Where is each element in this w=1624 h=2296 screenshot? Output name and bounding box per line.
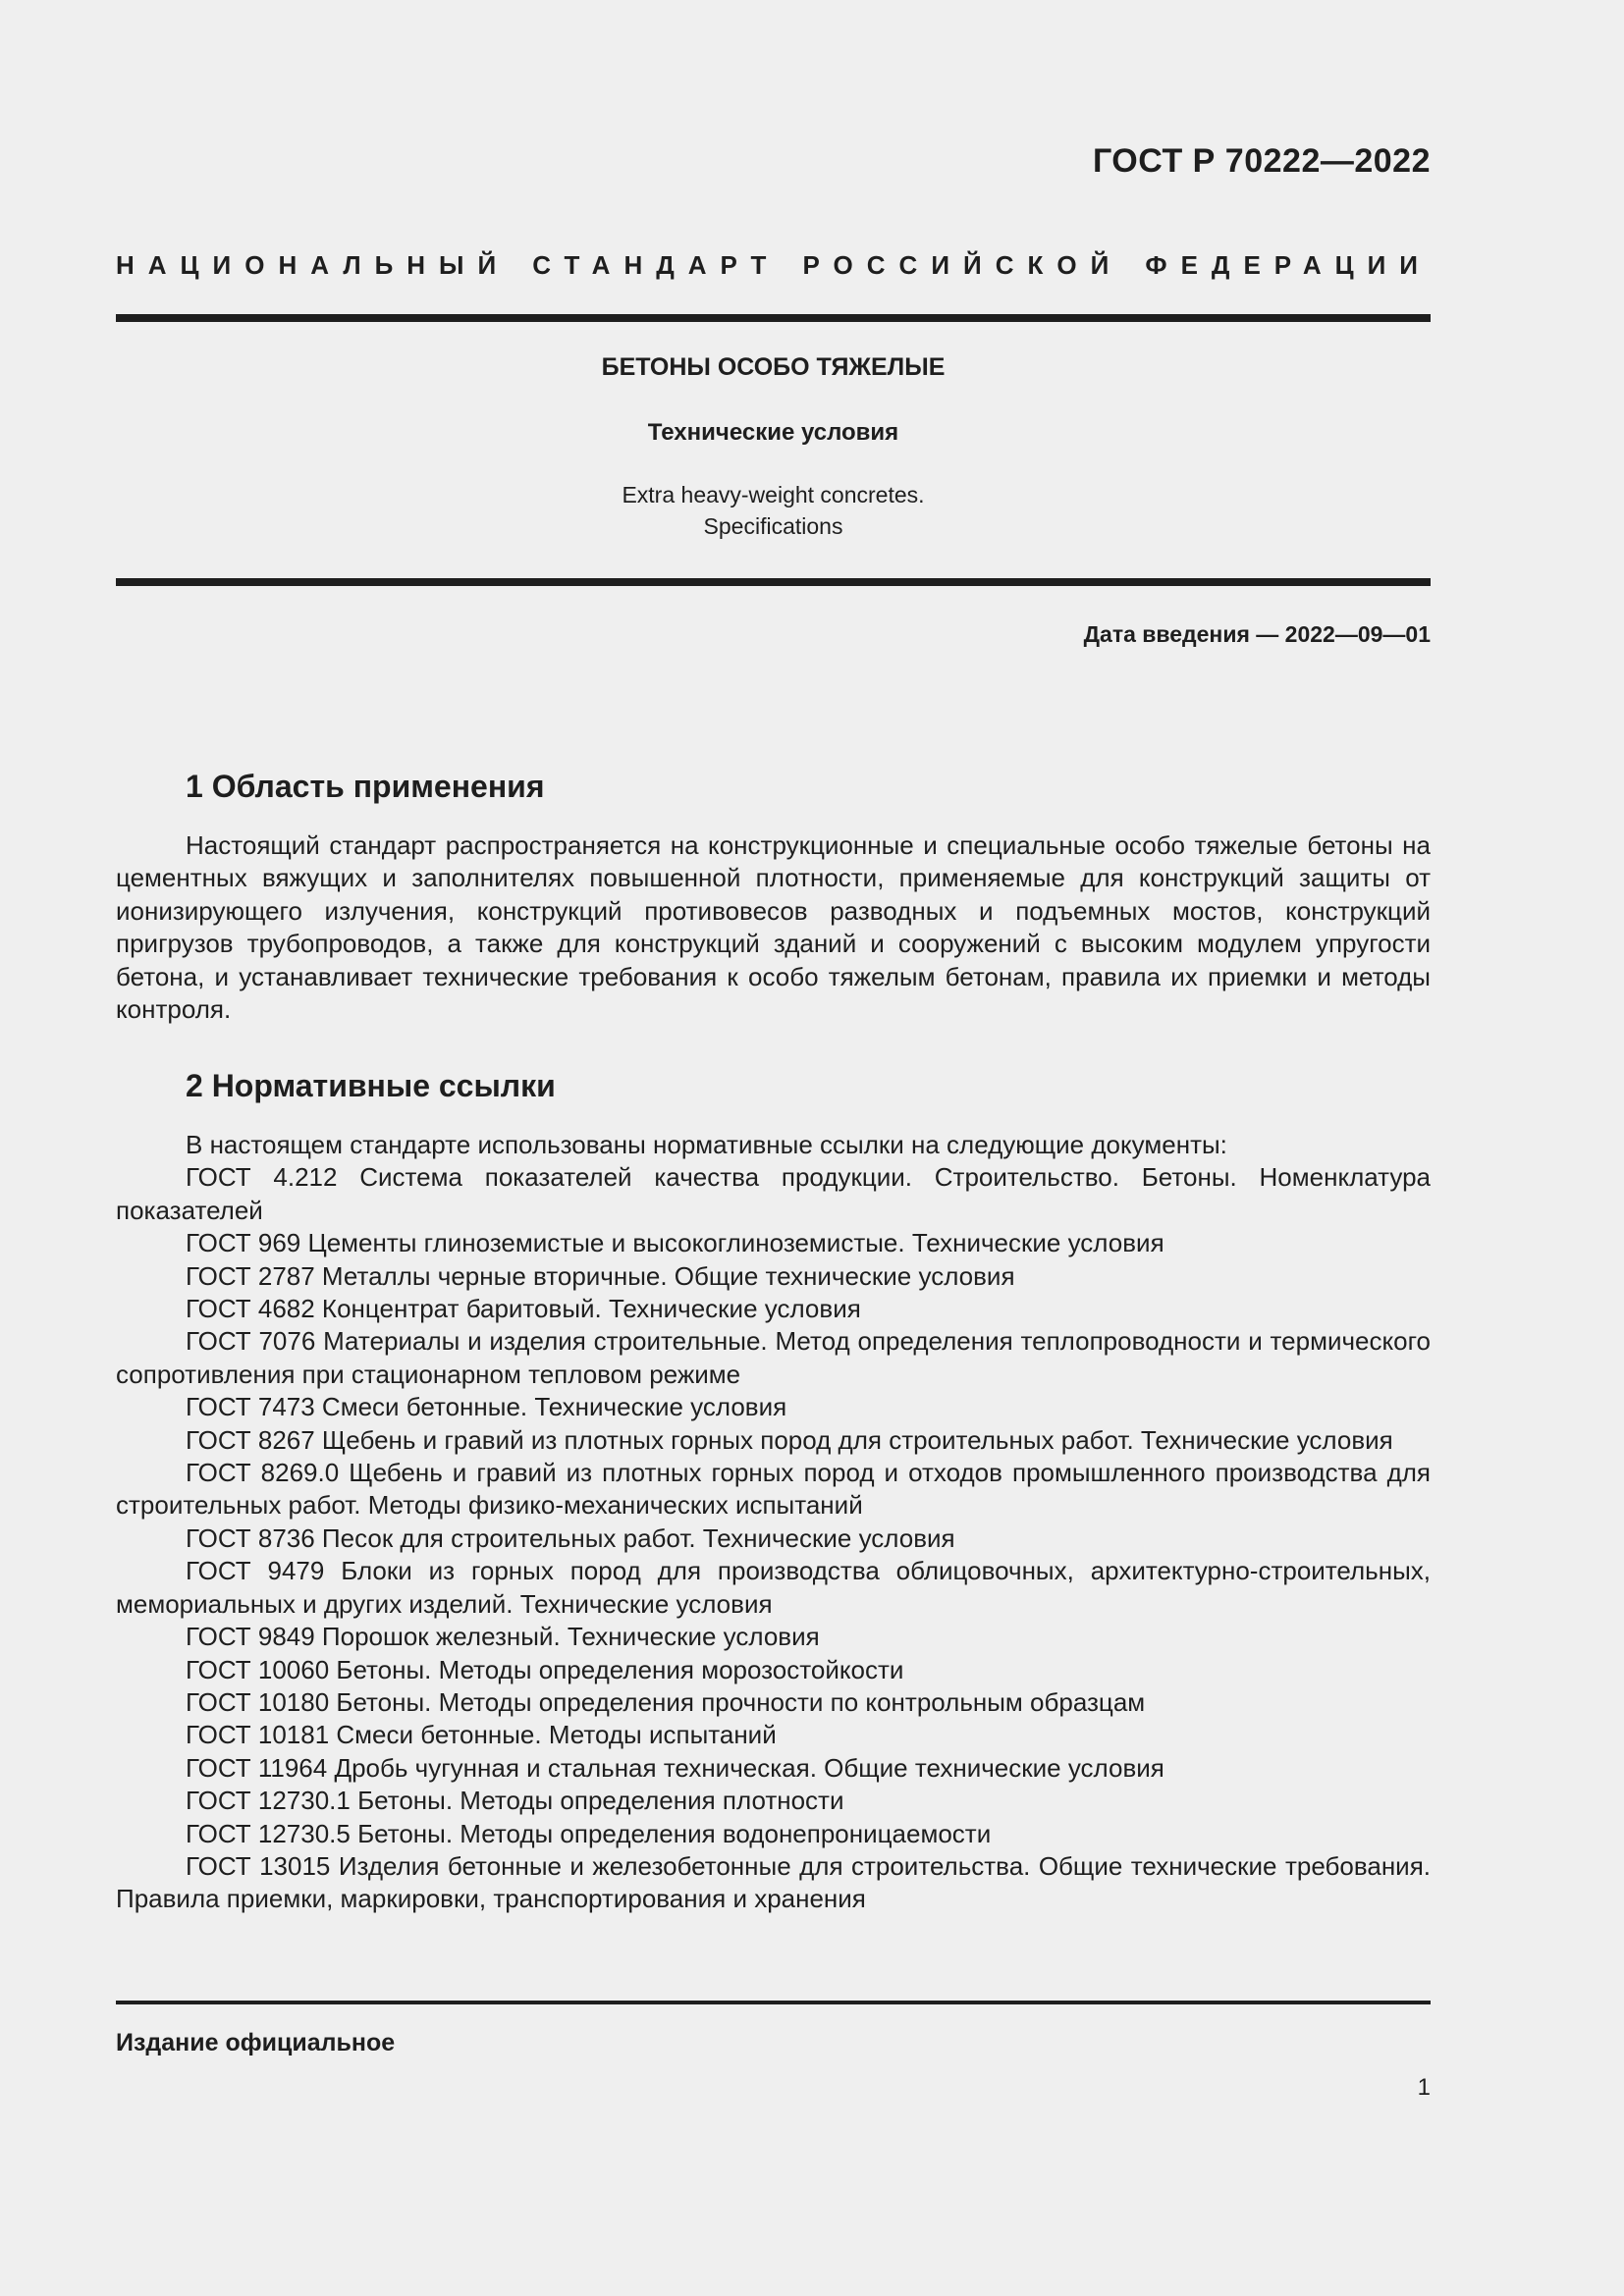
title-bottom-rule (116, 578, 1431, 586)
footer-rule (116, 2001, 1431, 2004)
document-title: БЕТОНЫ ОСОБО ТЯЖЕЛЫЕ (601, 353, 946, 381)
section-2-heading: 2 Нормативные ссылки (186, 1068, 556, 1103)
reference-item: ГОСТ 4682 Концентрат баритовый. Технические условия (186, 1294, 861, 1324)
document-subtitle: Технические условия (647, 419, 899, 446)
reference-item: ГОСТ 10060 Бетоны. Методы определения морозостойкости (186, 1654, 904, 1684)
english-title-line-2: Specifications (703, 513, 843, 539)
document-number: ГОСТ Р 70222—2022 (1092, 142, 1431, 180)
normative-references (116, 1129, 1431, 1916)
page-number: 1 (1417, 2074, 1431, 2101)
reference-item: ГОСТ 12730.1 Бетоны. Методы определения плотности (186, 1786, 844, 1816)
reference-item: ГОСТ 13015 Изделия бетонные и железобетонные для строительства. Общие технические требования. Правила приемки, маркировки, транспортирования и хранения (116, 1850, 1431, 1914)
reference-item: ГОСТ 10181 Смеси бетонные. Методы испытаний (186, 1720, 777, 1750)
reference-item: ГОСТ 2787 Металлы черные вторичные. Общие технические условия (186, 1260, 1015, 1291)
national-standard-header: НАЦИОНАЛЬНЫЙ СТАНДАРТ РОССИЙСКОЙ ФЕДЕРАЦИИ (116, 250, 1432, 280)
reference-item: ГОСТ 11964 Дробь чугунная и стальная техническая. Общие технические условия (186, 1752, 1164, 1783)
top-rule (116, 314, 1431, 322)
reference-item: ГОСТ 7076 Материалы и изделия строительные. Метод определения теплопроводности и термического сопротивления при стационарном тепловом режиме (116, 1326, 1431, 1389)
reference-item: ГОСТ 8267 Щебень и гравий из плотных горных пород для строительных работ. Технические условия (186, 1424, 1393, 1455)
reference-item: ГОСТ 969 Цементы глиноземистые и высокоглиноземистые. Технические условия (186, 1228, 1164, 1258)
reference-item: ГОСТ 9849 Порошок железный. Технические условия (186, 1622, 820, 1652)
introduction-date: Дата введения — 2022—09—01 (1083, 621, 1431, 647)
reference-item: ГОСТ 10180 Бетоны. Методы определения прочности по контрольным образцам (186, 1686, 1146, 1717)
reference-item: ГОСТ 9479 Блоки из горных пород для производства облицовочных, архитектурно-строительных, мемориальных и других изделий. Технические условия (116, 1556, 1431, 1619)
reference-item: ГОСТ 12730.5 Бетоны. Методы определения водонепроницаемости (186, 1818, 992, 1848)
references-intro: В настоящем стандарте использованы нормативные ссылки на следующие документы: (186, 1130, 1227, 1159)
reference-item: ГОСТ 8736 Песок для строительных работ. Технические условия (186, 1522, 955, 1553)
official-edition-label: Издание официальное (116, 2029, 396, 2056)
section-1-heading: 1 Область применения (186, 769, 545, 804)
english-title (116, 479, 1431, 542)
reference-item: ГОСТ 7473 Смеси бетонные. Технические условия (186, 1392, 787, 1422)
reference-item: ГОСТ 4.212 Система показателей качества продукции. Строительство. Бетоны. Номенклатура показателей (116, 1162, 1431, 1225)
section-1-text: Настоящий стандарт распространяется на конструкционные и специальные особо тяжелые бетоны на цементных вяжущих и заполнителях повышенной плотности, применяемые для конструкций защиты от ионизирующего излучения, конструкций противовесов разводных и подъемных мостов, конструкций пригрузов трубопроводов, а также для конструкций зданий и сооружений с высоким модулем упругости бетона, и устанавливает технические требования к особо тяжелым бетонам, правила их приемки и методы контроля. (116, 830, 1431, 1025)
english-title-line-1: Extra heavy-weight concretes. (622, 482, 925, 507)
reference-item: ГОСТ 8269.0 Щебень и гравий из плотных горных пород и отходов промышленного производства для строительных работ. Методы физико-механических испытаний (116, 1458, 1431, 1521)
